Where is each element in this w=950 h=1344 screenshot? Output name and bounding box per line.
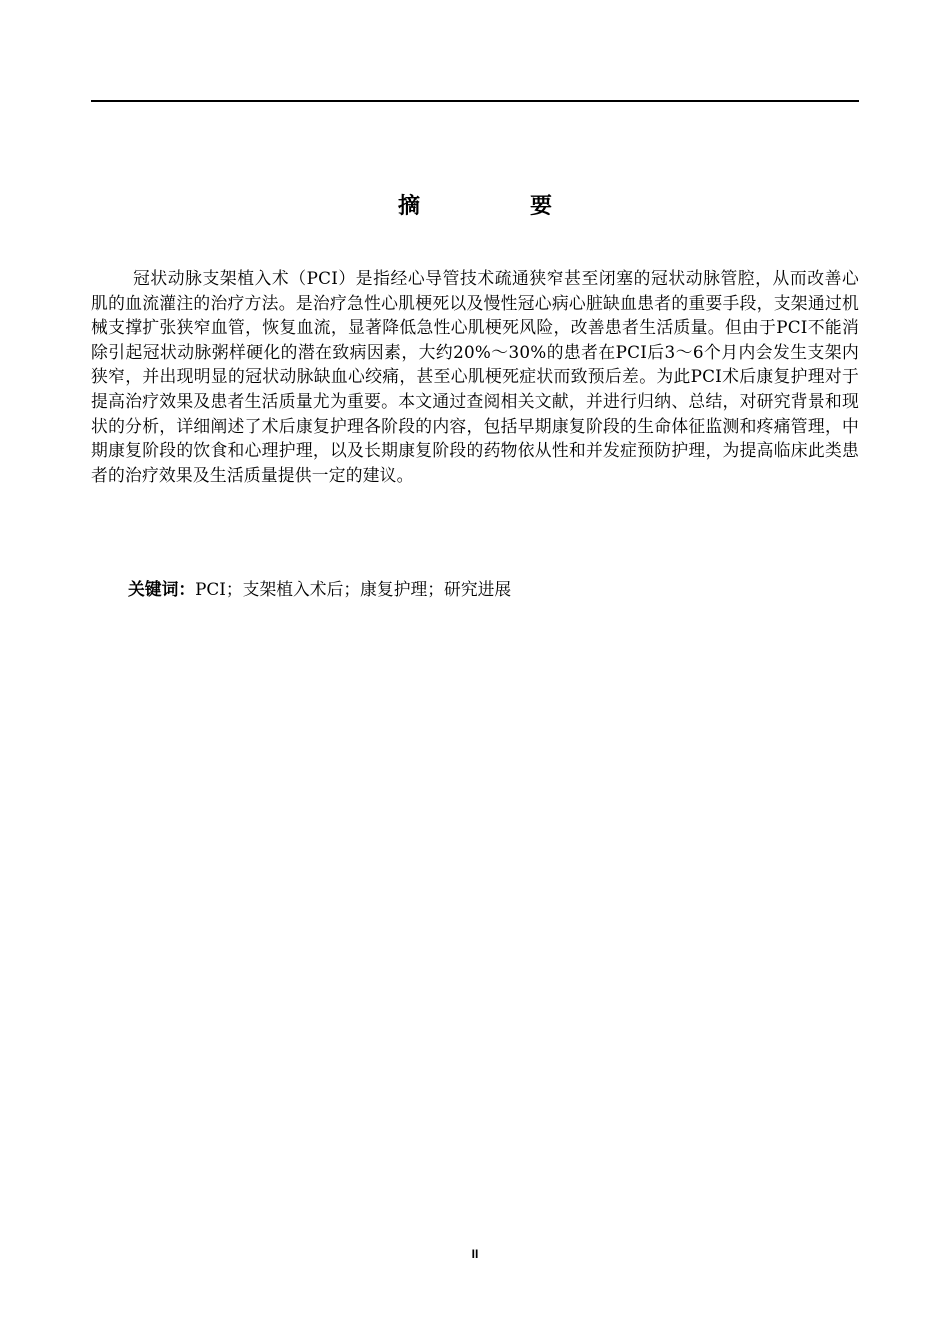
header-rule — [91, 100, 859, 102]
keywords-label: 关键词： — [128, 579, 196, 599]
page-title: 摘 要 — [397, 194, 596, 219]
keywords-value: PCI；支架植入术后；康复护理；研究进展 — [195, 579, 512, 599]
page-number: II — [471, 1247, 479, 1261]
keywords-line — [128, 576, 859, 602]
abstract-paragraph: 冠状动脉支架植入术（PCI）是指经心导管技术疏通狭窄甚至闭塞的冠状动脉管腔，从而改善心肌的血流灌注的治疗方法。是治疗急性心肌梗死以及慢性冠心病心脏缺血患者的重要手段，支架通过机械支撑扩张狭窄血管，恢复血流，显著降低急性心肌梗死风险，改善患者生活质量。但由于PCI不能消除引起冠状动脉粥样硬化的潜在致病因素，大约20%～30%的患者在PCI后3～6个月内会发生支架内狭窄，并出现明显的冠状动脉缺血心绞痛，甚至心肌梗死症状而致预后差。为此PCI术后康复护理对于提高治疗效果及患者生活质量尤为重要。本文通过查阅相关文献，并进行归纳、总结，对研究背景和现状的分析，详细阐述了术后康复护理各阶段的内容，包括早期康复阶段的生命体征监测和疼痛管理，中期康复阶段的饮食和心理护理，以及长期康复阶段的药物依从性和并发症预防护理，为提高临床此类患者的治疗效果及生活质量提供一定的建议。 — [91, 268, 859, 485]
